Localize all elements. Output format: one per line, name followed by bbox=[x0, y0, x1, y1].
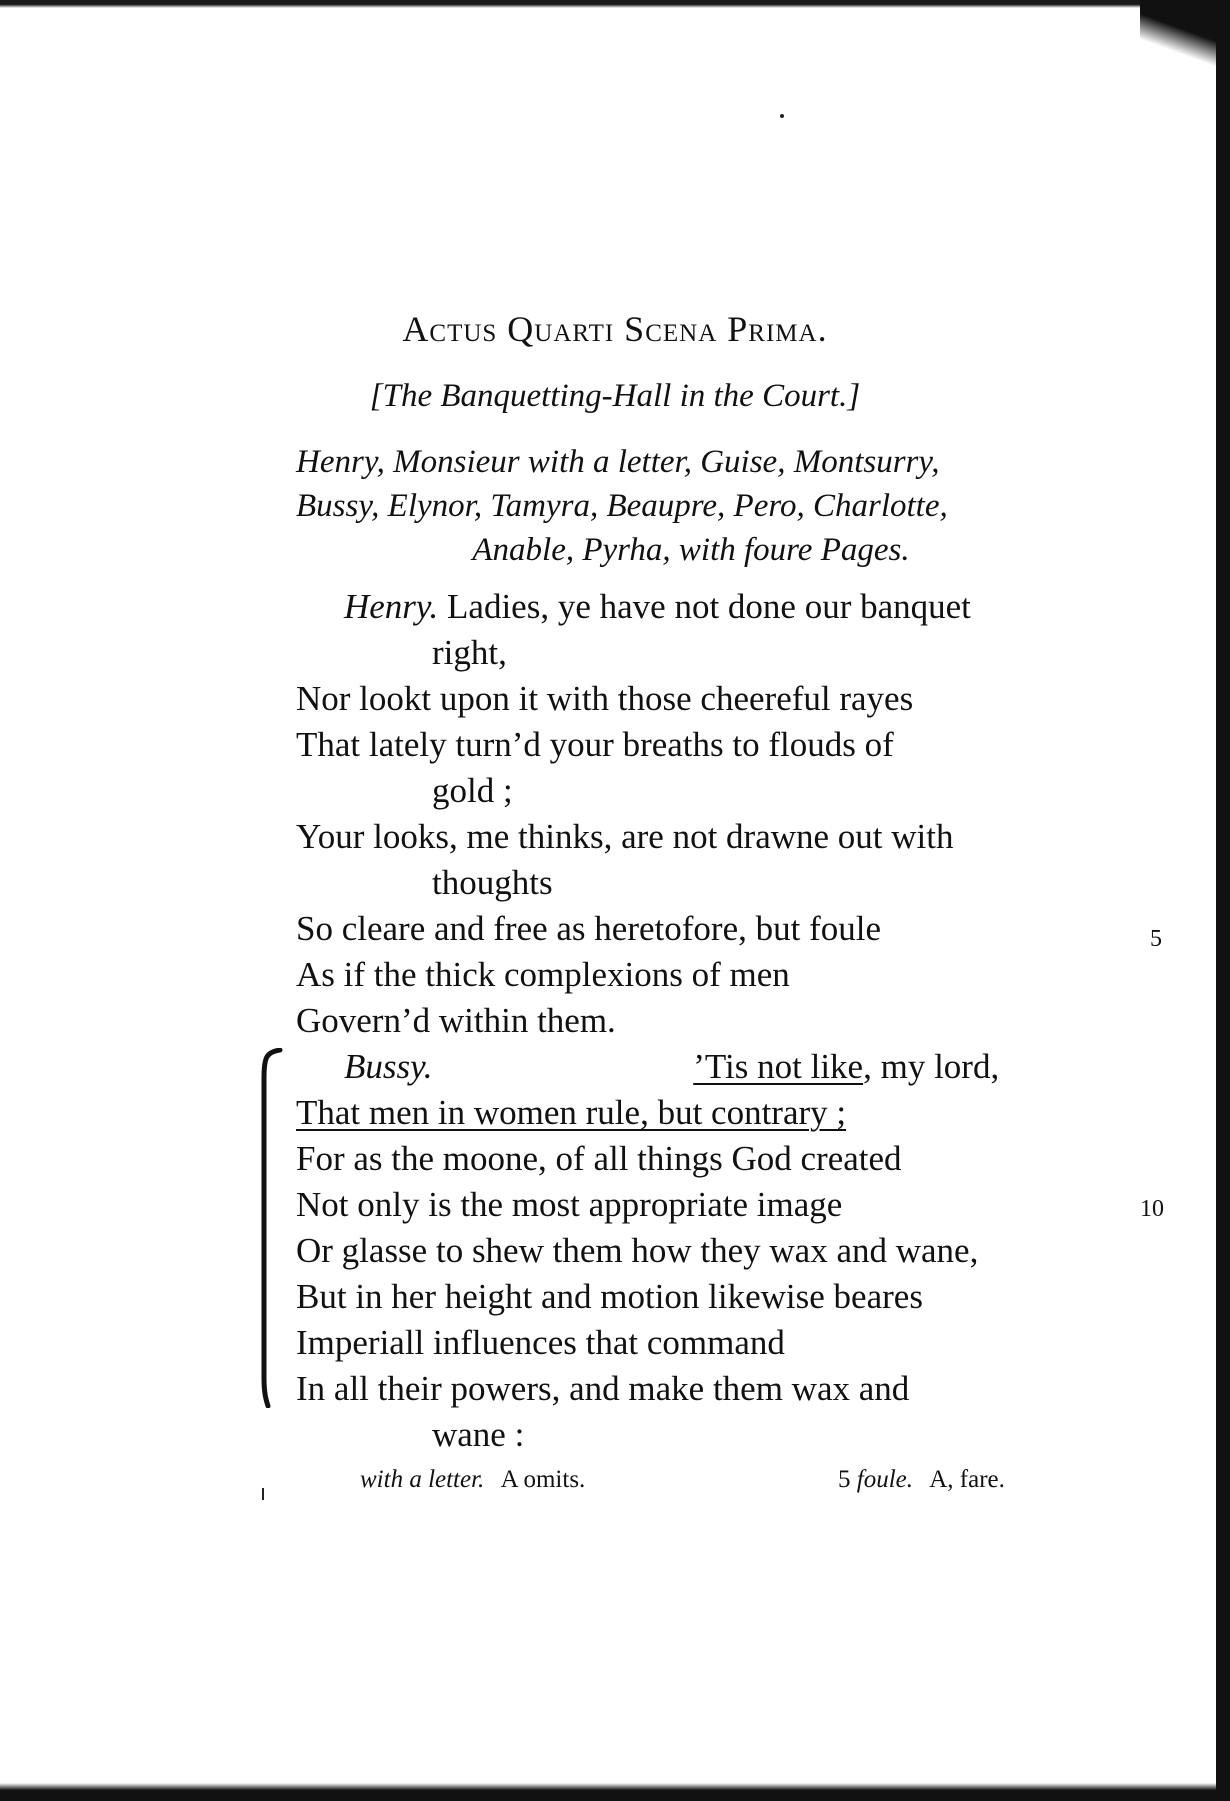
line-number-5: 5 bbox=[1150, 926, 1162, 952]
verse-turnover-15 bbox=[296, 1412, 1126, 1458]
underlined-phrase: That men in women rule, but contrary ; bbox=[296, 1093, 847, 1132]
footnote-lemma: with a letter. bbox=[360, 1466, 485, 1493]
verse-turnover-text: gold ; bbox=[432, 771, 513, 810]
scan-edge-top bbox=[0, 0, 1230, 8]
verse-turnover-text: right, bbox=[432, 633, 507, 672]
verse-text: Ladies, ye have not done our banquet bbox=[447, 587, 971, 626]
verse-line-3: That lately turn’d your breaths to flouds of bbox=[296, 725, 894, 764]
underlined-phrase: ’Tis not like bbox=[693, 1047, 864, 1086]
verse-turnover-3 bbox=[296, 768, 1126, 814]
speaker-henry: Henry. bbox=[344, 587, 439, 626]
footnote-right bbox=[838, 1466, 1005, 1494]
verse-line-1 bbox=[296, 584, 1126, 630]
verse-line-8 bbox=[296, 1044, 1126, 1090]
cast-line-2: Bussy, Elynor, Tamyra, Beaupre, Pero, Charlotte, bbox=[296, 488, 948, 524]
verse-line-12: Or glasse to shew them how they wax and wane, bbox=[296, 1231, 979, 1270]
speaker-bussy: Bussy. bbox=[344, 1047, 433, 1086]
verse-line-6: As if the thick complexions of men bbox=[296, 955, 790, 994]
verse-line-4: Your looks, me thinks, are not drawne out with bbox=[296, 817, 954, 856]
footnote-note: A omits. bbox=[500, 1466, 586, 1493]
verse-turnover-text: thoughts bbox=[432, 863, 553, 902]
footnote-note: A, fare. bbox=[929, 1466, 1005, 1493]
footnote-number: 5 bbox=[838, 1466, 851, 1493]
verse-line-5: So cleare and free as heretofore, but foule bbox=[296, 909, 881, 948]
verse-line-9 bbox=[296, 1090, 1126, 1136]
verse-turnover-text: wane : bbox=[432, 1415, 525, 1454]
ink-speck bbox=[780, 114, 784, 118]
cast-line-3: Anable, Pyrha, with foure Pages. bbox=[472, 532, 910, 568]
cast-line-1: Henry, Monsieur with a letter, Guise, Montsurry, bbox=[296, 444, 940, 480]
verse-line-11: Not only is the most appropriate image bbox=[296, 1185, 843, 1224]
verse-line-10: For as the moone, of all things God created bbox=[296, 1139, 902, 1178]
verse-line-2: Nor lookt upon it with those cheereful rayes bbox=[296, 679, 914, 718]
footnote-lemma: foule. bbox=[856, 1466, 913, 1493]
scene-heading: Actus Quarti Scena Prima. bbox=[402, 309, 828, 349]
verse-line-15: In all their powers, and make them wax and bbox=[296, 1369, 910, 1408]
verse-line-7: Govern’d within them. bbox=[296, 1001, 616, 1040]
cast-list bbox=[296, 440, 1126, 572]
verse-turnover-4 bbox=[296, 860, 1126, 906]
verse-line-13: But in her height and motion likewise beares bbox=[296, 1277, 923, 1316]
margin-tick bbox=[262, 1488, 264, 1500]
verse-line-14: Imperiall influences that command bbox=[296, 1323, 785, 1362]
verse-turnover-1 bbox=[296, 630, 1126, 676]
margin-bracket-mark bbox=[258, 1048, 284, 1408]
footnote-left bbox=[360, 1466, 585, 1494]
scene-setting: [The Banquetting-Hall in the Court.] bbox=[369, 378, 861, 414]
line-number-10: 10 bbox=[1140, 1196, 1164, 1222]
scan-edge-right bbox=[1216, 40, 1230, 1800]
scan-edge-bottom bbox=[0, 1783, 1230, 1801]
verse-text: , my lord, bbox=[863, 1047, 1000, 1086]
